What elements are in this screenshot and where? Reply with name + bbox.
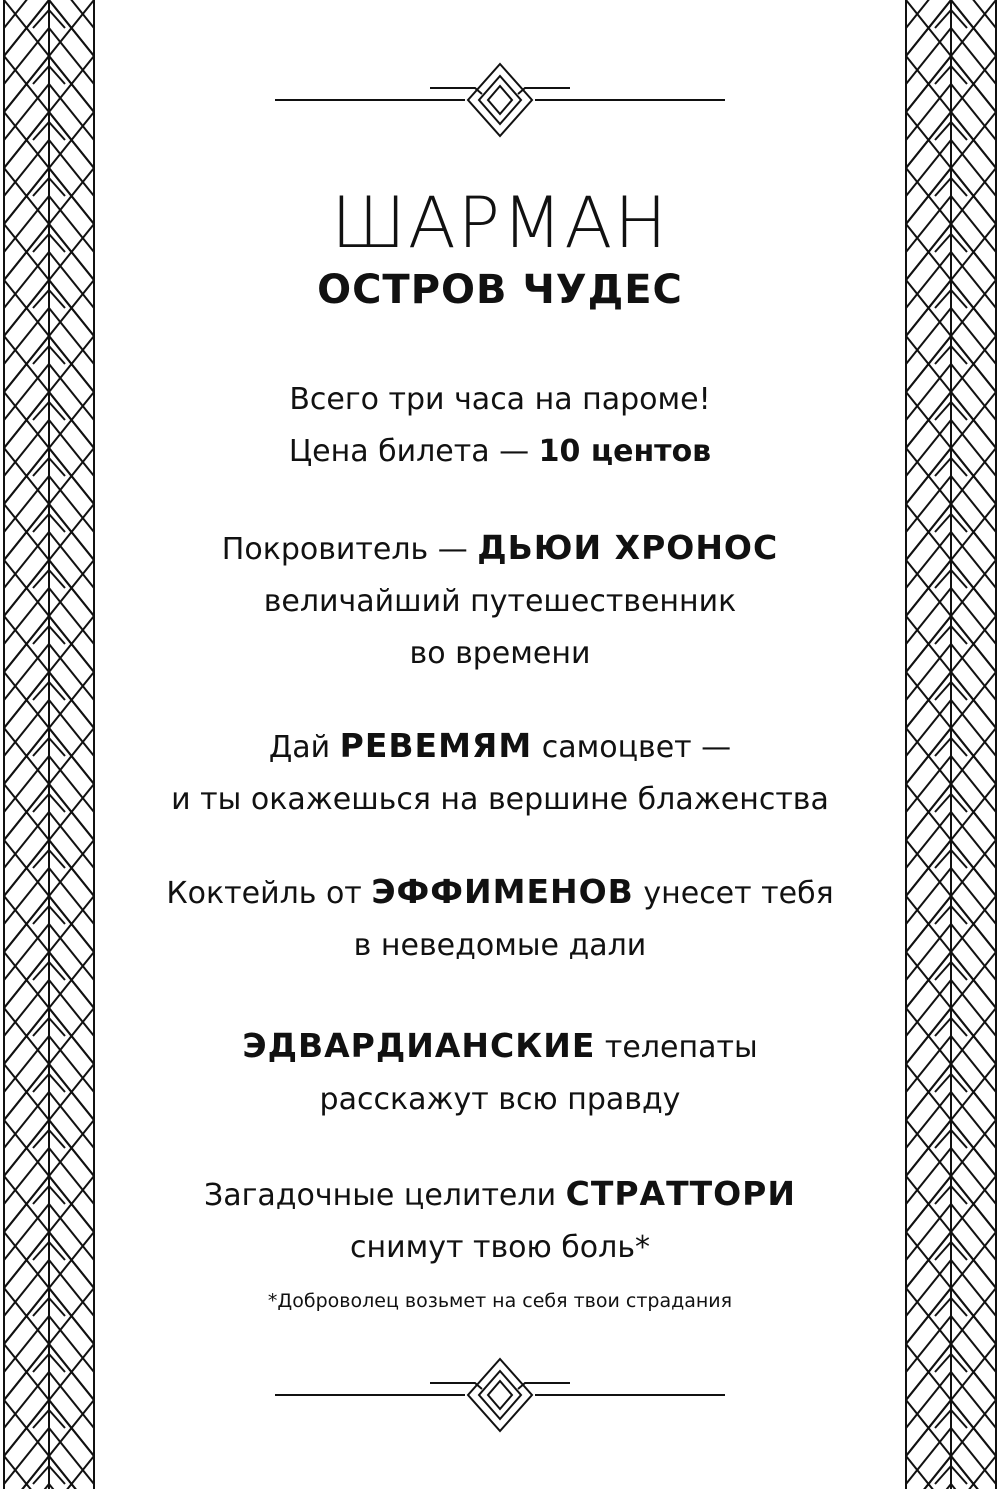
telepaths-name: ЭДВАРДИАНСКИЕ: [242, 1026, 596, 1065]
gem-block: [120, 720, 880, 826]
footnote: *Доброволец возьмет на себя твои страдания: [267, 1290, 733, 1312]
healers-line-2: снимут твою боль*: [349, 1230, 650, 1265]
ticket-price: 10 центов: [538, 434, 712, 469]
healers-line-1: [120, 1168, 880, 1222]
patron-label: Покровитель —: [221, 532, 478, 567]
left-art-deco-border: [0, 0, 98, 1489]
telepaths-line-1: [120, 1020, 880, 1074]
ferry-line-2: [120, 426, 880, 478]
patron-line-1: [120, 522, 880, 576]
cocktail-suffix: унесет тебя: [633, 876, 834, 911]
page-title: ШАРМАН: [331, 182, 669, 264]
gem-line-1: [120, 720, 880, 774]
telepaths-block: [120, 1020, 880, 1126]
gem-name: РЕВЕМЯМ: [339, 726, 533, 765]
patron-name: ДЬЮИ ХРОНОС: [477, 528, 779, 567]
patron-line-3: во времени: [409, 636, 591, 671]
patron-block: [120, 522, 880, 680]
telepaths-line-2: расскажут всю правду: [319, 1082, 681, 1117]
cocktail-prefix: Коктейль от: [166, 876, 372, 911]
telepaths-suffix: телепаты: [595, 1030, 758, 1065]
cocktail-line-1: [120, 866, 880, 920]
gem-suffix: самоцвет —: [532, 730, 732, 765]
healers-name: СТРАТТОРИ: [565, 1174, 796, 1213]
right-art-deco-border: [902, 0, 1000, 1489]
healers-prefix: Загадочные целители: [204, 1178, 566, 1213]
bottom-diamond-ornament: [270, 1353, 730, 1437]
cocktail-name: ЭФФИМЕНОВ: [371, 872, 634, 911]
patron-line-2: величайший путешественник: [263, 584, 737, 619]
gem-line-2: и ты окажешься на вершине блаженства: [171, 782, 829, 817]
top-diamond-ornament: [270, 58, 730, 142]
ticket-price-label: Цена билета —: [288, 434, 539, 469]
ferry-block: [120, 374, 880, 478]
page-subtitle: ОСТРОВ ЧУДЕС: [317, 267, 683, 313]
ferry-line-1: Всего три часа на пароме!: [289, 382, 711, 417]
cocktail-block: [120, 866, 880, 972]
gem-prefix: Дай: [268, 730, 340, 765]
healers-block: [120, 1168, 880, 1274]
cocktail-line-2: в неведомые дали: [353, 928, 647, 963]
